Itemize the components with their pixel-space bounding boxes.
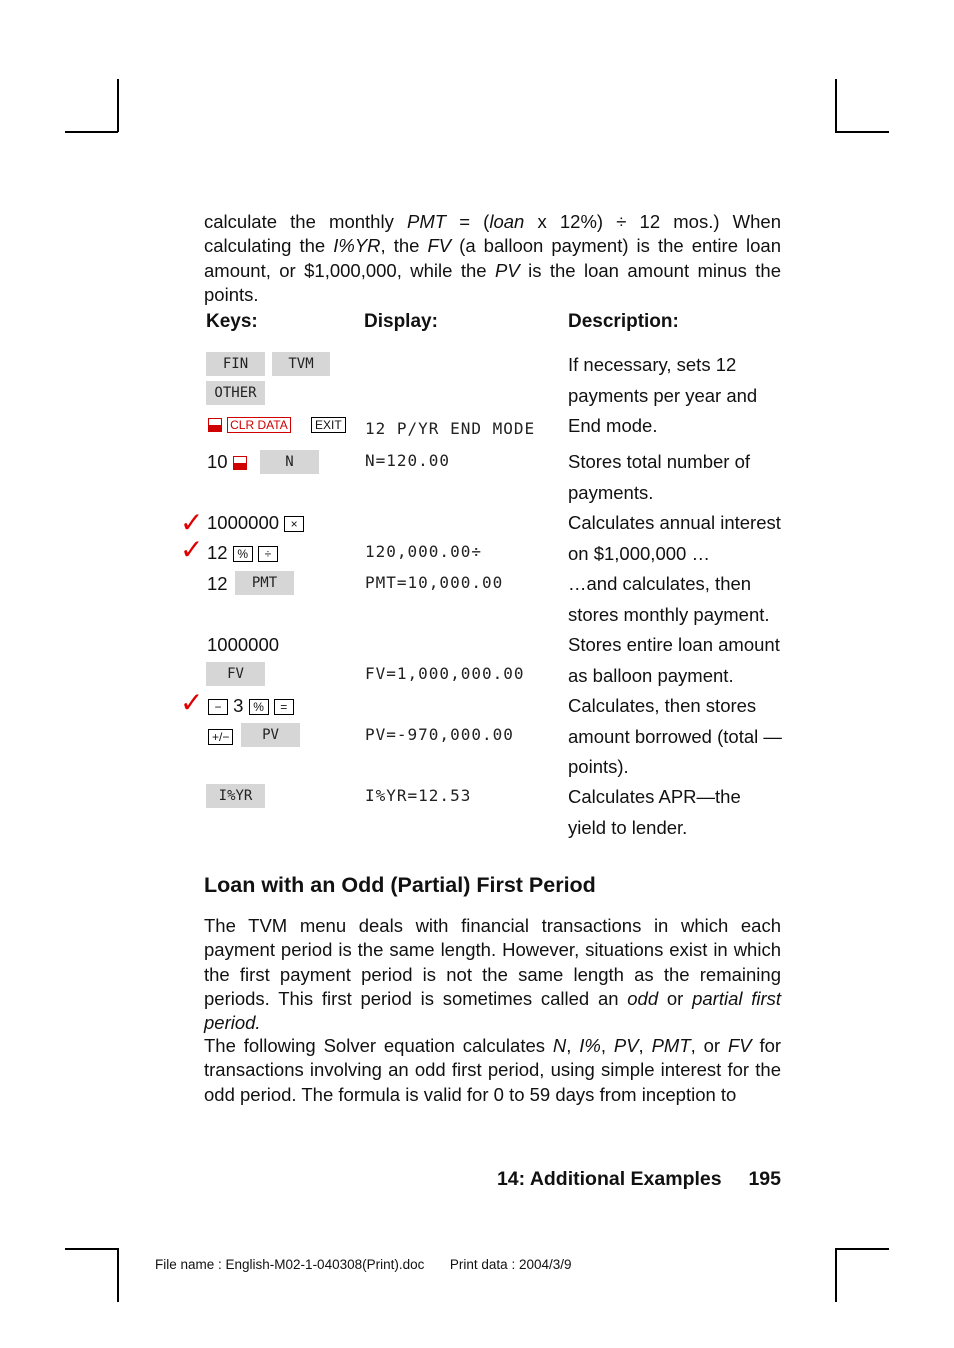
description-6: Calculates, then stores amount borrowed (total — points). — [568, 695, 782, 777]
section-title: Loan with an Odd (Partial) First Period — [204, 873, 596, 897]
key-value-10: 10 — [207, 451, 228, 472]
key-row-pmt — [207, 573, 228, 595]
check-mark-icon: ✓ — [180, 507, 204, 538]
other-menu-key: OTHER — [206, 381, 265, 405]
intro-loan: loan — [489, 211, 525, 232]
display-n: N=120.00 — [365, 451, 451, 470]
iyr-menu-key: I%YR — [206, 784, 265, 808]
intro-text: x 12%) ÷ 12 mos.) When calculating the — [204, 211, 781, 257]
section-comma: , — [566, 1035, 580, 1056]
plus-minus-key: +/− — [208, 729, 233, 745]
crop-mark-bl-v — [117, 1248, 119, 1302]
section-text: The TVM menu deals with financial transactions in which each payment period is the same length. However, situations exist in which the first payment period is not the same length as the remaining periods. This first period is sometimes called an — [204, 915, 781, 1009]
intro-pv: PV — [494, 259, 520, 281]
shift-key-icon — [208, 418, 222, 432]
section-pmt: PMT — [651, 1035, 691, 1056]
display-iyr: I%YR=12.53 — [365, 786, 472, 805]
fin-menu-key: FIN — [206, 352, 265, 376]
intro-pmt: PMT — [406, 211, 447, 232]
key-row-percent — [207, 542, 278, 564]
file-info — [155, 1257, 572, 1272]
description-7: Calculates APR—the yield to lender. — [568, 786, 741, 838]
description-3: Calculates annual interest on $1,000,000 … — [568, 512, 781, 564]
pv-menu-key: PV — [241, 723, 300, 747]
section-text: , or — [690, 1035, 728, 1056]
print-date: Print data : 2004/3/9 — [449, 1257, 572, 1272]
crop-mark-tr-h — [835, 131, 889, 133]
pmt-menu-key: PMT — [235, 571, 294, 595]
display-mode: 12 P/YR END MODE — [365, 419, 536, 438]
intro-fv: FV — [427, 235, 452, 257]
section-text: for transactions involving an odd first period, using simple interest for the odd period. The formula is valid for 0 to 59 days from inception to — [204, 1035, 782, 1105]
key-value-1000000: 1000000 — [207, 634, 280, 655]
display-pmt: PMT=10,000.00 — [365, 573, 504, 592]
key-row-million — [207, 512, 304, 534]
page-number: 195 — [748, 1168, 781, 1190]
section-text: The following Solver equation calculates — [204, 1035, 553, 1056]
page-footer — [497, 1168, 781, 1191]
intro-iyr: I%YR — [333, 235, 381, 257]
section-text: or — [658, 987, 693, 1009]
percent-key: % — [233, 546, 253, 562]
key-row-million-b — [207, 634, 279, 656]
minus-key: − — [208, 699, 228, 715]
display-header: Display: — [364, 311, 438, 332]
description-5: Stores entire loan amount as balloon payment. — [568, 634, 780, 686]
description-1: If necessary, sets 12 payments per year and End mode. — [568, 354, 758, 436]
check-mark-icon: ✓ — [180, 534, 204, 565]
chapter-title: 14: Additional Examples — [496, 1168, 722, 1190]
file-name: File name : English-M02-1-040308(Print).doc — [155, 1257, 425, 1272]
section-partial: partial first period. — [204, 987, 782, 1034]
description-2: Stores total number of payments. — [568, 451, 751, 503]
n-menu-key: N — [260, 450, 319, 474]
crop-mark-br-h — [835, 1248, 889, 1250]
display-mult: 120,000.00÷ — [365, 542, 482, 561]
key-value-3: 3 — [233, 695, 244, 716]
times-key: × — [284, 516, 304, 532]
key-value-12: 12 — [207, 542, 228, 563]
section-fv: FV — [727, 1035, 752, 1056]
shift-key-icon — [233, 456, 247, 470]
intro-text: is the loan amount minus the points. — [204, 259, 781, 305]
description-4: …and calculates, then stores monthly payment. — [568, 573, 770, 625]
section-paragraph-2 — [204, 1034, 781, 1107]
section-pv: PV — [613, 1035, 639, 1056]
description-header: Description: — [568, 311, 679, 332]
intro-text: = ( — [446, 211, 490, 232]
display-pv: PV=-970,000.00 — [365, 725, 514, 744]
section-n: N — [552, 1035, 567, 1056]
crop-mark-br-v — [835, 1248, 837, 1302]
section-odd: odd — [627, 987, 659, 1009]
clr-data-key: CLR DATA — [227, 417, 291, 433]
key-value-1000000: 1000000 — [207, 512, 280, 533]
tvm-menu-key: TVM — [272, 352, 330, 376]
crop-mark-bl-h — [65, 1248, 118, 1250]
check-mark-icon: ✓ — [180, 687, 204, 718]
section-comma: , — [638, 1035, 652, 1056]
intro-text: , the — [380, 235, 428, 257]
intro-text: calculate the monthly — [204, 211, 407, 232]
intro-paragraph — [204, 210, 781, 307]
key-row-minus — [208, 695, 294, 717]
crop-mark-tl-v — [117, 79, 119, 132]
equals-key: = — [274, 699, 294, 715]
intro-text: (a balloon payment) is the entire loan amount, or $1,000,000, while the — [204, 235, 781, 281]
section-i: I% — [579, 1035, 601, 1056]
key-row-clear — [208, 413, 346, 435]
keys-header: Keys: — [206, 311, 258, 332]
fv-menu-key: FV — [206, 662, 265, 686]
display-fv: FV=1,000,000.00 — [365, 664, 525, 683]
key-row-pv — [208, 725, 233, 747]
divide-key: ÷ — [258, 546, 278, 562]
crop-mark-tr-v — [835, 79, 837, 132]
key-row-n — [207, 451, 247, 473]
percent-key: % — [249, 699, 269, 715]
section-comma: , — [600, 1035, 614, 1056]
section-paragraph-1 — [204, 914, 781, 1035]
exit-key: EXIT — [311, 417, 346, 433]
crop-mark-tl-h — [65, 131, 118, 133]
key-value-12: 12 — [207, 573, 228, 594]
